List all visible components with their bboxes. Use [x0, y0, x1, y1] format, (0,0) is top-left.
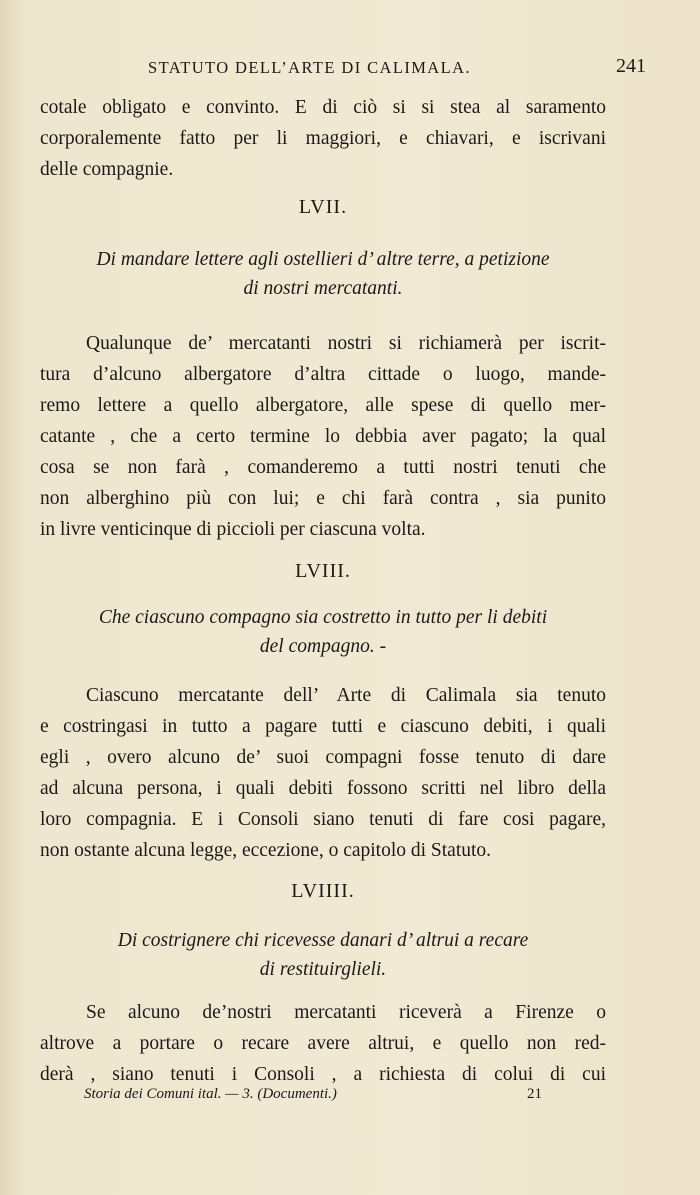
- source-note: Storia dei Comuni ital. — 3. (Documenti.): [84, 1086, 337, 1102]
- page-number: 241: [616, 55, 646, 77]
- text-line: remo lettere a quello albergatore, alle spese di quello mer-: [40, 395, 606, 416]
- chapter-paragraph: [40, 328, 606, 545]
- text-line: ad alcuna persona, i quali debiti fossono scritti nel libro della: [40, 778, 606, 799]
- chapter-number: LVIII.: [295, 560, 351, 582]
- chapter-heading: [40, 926, 606, 984]
- text-line: catante , che a certo termine lo debbia aver pagato; la qual: [40, 426, 606, 447]
- text-line: e costringasi in tutto a pagare tutti e ciascuno debiti, i quali: [40, 716, 606, 737]
- text-line: non alberghino più con lui; e chi farà contra , sia punito: [40, 488, 606, 509]
- heading-line: di restituirglieli.: [259, 959, 387, 980]
- heading-line: del compagno. -: [259, 636, 387, 657]
- heading-line: Di costrignere chi ricevesse danari d’ altrui a recare: [117, 930, 529, 951]
- text-line: derà , siano tenuti i Consoli , a richiesta di colui di cui: [40, 1064, 606, 1085]
- chapter-heading: [40, 603, 606, 661]
- running-header: [40, 55, 646, 88]
- chapter-number: LVIIII.: [291, 880, 355, 902]
- text-line: loro compagnia. E i Consoli siano tenuti di fare cosi pagare,: [40, 809, 606, 830]
- chapter-paragraph: [40, 680, 606, 866]
- text-line: corporalemente fatto per li maggiori, e chiavari, e iscrivani: [40, 128, 606, 149]
- text-line: Se alcuno de’nostri mercatanti riceverà a Firenze o: [86, 1002, 606, 1023]
- chapter-paragraph: [40, 997, 606, 1090]
- page-footer: [84, 1086, 542, 1110]
- text-line: delle compagnie.: [40, 159, 174, 180]
- chapter-heading: [40, 245, 606, 303]
- text-line: tura d’alcuno albergatore d’altra cittade o luogo, mande-: [40, 364, 606, 385]
- text-line: Ciascuno mercatante dell’ Arte di Calimala sia tenuto: [86, 685, 606, 706]
- text-line: Qualunque de’ mercatanti nostri si richiamerà per iscrit-: [86, 333, 606, 354]
- text-line: altrove a portare o recare avere altrui, e quello non red-: [40, 1033, 606, 1054]
- heading-line: di nostri mercatanti.: [243, 278, 403, 299]
- text-line: cotale obligato e convinto. E di ciò si si stea al saramento: [40, 97, 606, 118]
- text-line: egli , overo alcuno de’ suoi compagni fosse tenuto di dare: [40, 747, 606, 768]
- chapter-number: LVII.: [298, 196, 348, 218]
- opening-paragraph: [40, 92, 606, 185]
- running-title: STATUTO DELL’ARTE DI CALIMALA.: [148, 58, 471, 77]
- text-line: cosa se non farà , comanderemo a tutti nostri tenuti che: [40, 457, 606, 478]
- signature-mark: 21: [527, 1086, 542, 1102]
- text-line: non ostante alcuna legge, eccezione, o capitolo di Statuto.: [40, 840, 492, 861]
- text-line: in livre venticinque di piccioli per ciascuna volta.: [40, 519, 426, 540]
- heading-line: Che ciascuno compagno sia costretto in tutto per li debiti: [98, 607, 548, 628]
- heading-line: Di mandare lettere agli ostellieri d’ altre terre, a petizione: [96, 249, 550, 270]
